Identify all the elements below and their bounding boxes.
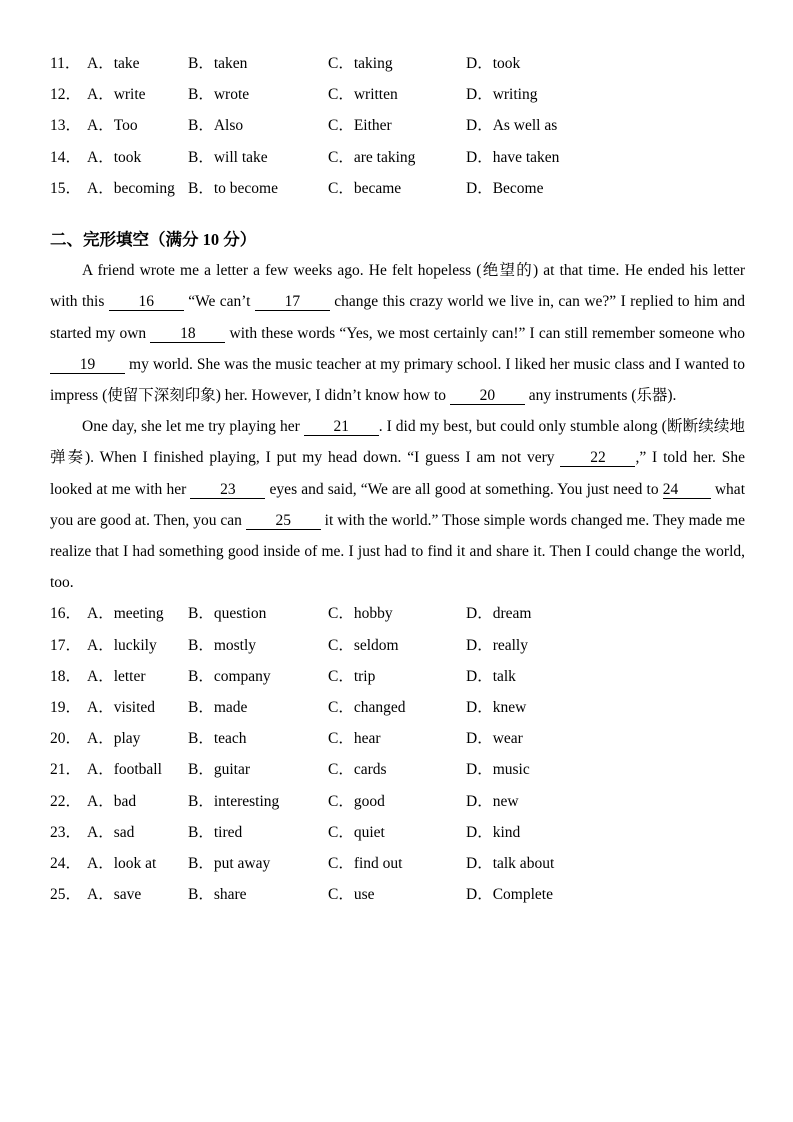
option-c: C．use: [328, 886, 375, 904]
passage-paragraph-2: [50, 411, 745, 598]
text-segment: One day, she let me try playing her: [82, 418, 304, 436]
option-c: C．written: [328, 86, 398, 104]
option-c: C．hobby: [328, 605, 393, 623]
option-d: D．Complete: [466, 886, 553, 904]
question-row-18: [50, 661, 745, 692]
option-d: D．knew: [466, 699, 527, 717]
blank-20: 20: [450, 387, 525, 405]
option-c: C．find out: [328, 855, 403, 873]
question-number: 14．: [50, 148, 82, 166]
option-a: A．sad: [87, 823, 135, 841]
question-number: 13．: [50, 117, 82, 135]
cloze-passage: [50, 255, 745, 598]
option-a: A．visited: [87, 699, 156, 717]
text-segment: my world. She was the music teacher at my primary school. I liked her music class and I wanted to impress (使留下深刻印象) her. However, I didn’t know how to: [50, 355, 745, 405]
question-row-12: [50, 79, 745, 110]
question-row-11: [50, 48, 745, 79]
option-d: D．new: [466, 792, 519, 810]
question-number: 17．: [50, 636, 82, 654]
option-c: C．became: [328, 179, 402, 197]
question-row-25: [50, 879, 745, 910]
question-row-23: [50, 817, 745, 848]
option-a: A．becoming: [87, 179, 175, 197]
text-segment: change this crazy world we live in, can we?” I replied to him and started my own: [50, 293, 745, 342]
mcq-questions-11-15: [50, 48, 745, 204]
option-a: A．luckily: [87, 636, 157, 654]
question-number: 11．: [50, 55, 81, 72]
option-b: B．tired: [188, 823, 243, 841]
question-row-20: [50, 723, 745, 754]
text-segment: “We can’t: [183, 293, 255, 311]
blank-18: 18: [150, 325, 225, 343]
question-row-22: [50, 786, 745, 817]
text-segment: what you are good at. Then, you can: [50, 480, 745, 529]
option-d: D．talk: [466, 667, 516, 685]
option-b: B．put away: [188, 855, 271, 873]
option-c: C．good: [328, 792, 385, 810]
text-segment: with these words “Yes, we most certainly can!” I can still remember someone who: [225, 324, 745, 342]
option-b: B．interesting: [188, 792, 280, 810]
blank-16: 16: [109, 293, 184, 311]
question-row-16: [50, 598, 745, 629]
option-b: B．to become: [188, 179, 278, 197]
blank-21: 21: [304, 418, 379, 436]
question-number: 24．: [50, 855, 82, 873]
text-segment: any instruments (乐器).: [524, 387, 677, 405]
option-c: C．are taking: [328, 148, 416, 166]
question-number: 21．: [50, 761, 82, 779]
option-c: C．hear: [328, 730, 381, 748]
question-row-17: [50, 630, 745, 661]
option-b: B．guitar: [188, 761, 250, 779]
option-c: C．quiet: [328, 823, 385, 841]
blank-19: 19: [50, 356, 125, 374]
text-segment: A friend wrote me a letter a few weeks ago. He felt hopeless (绝望的) at that time. He ended his letter with this: [50, 262, 745, 311]
passage-paragraph-1: [50, 255, 745, 411]
question-number: 20．: [50, 730, 82, 748]
option-a: A．Too: [87, 117, 138, 135]
option-a: A．football: [87, 761, 162, 779]
option-b: B．question: [188, 605, 267, 623]
question-row-21: [50, 754, 745, 785]
option-b: B．wrote: [188, 86, 250, 104]
option-d: D．kind: [466, 823, 521, 841]
option-a: A．write: [87, 86, 146, 104]
option-c: C．seldom: [328, 636, 399, 654]
option-d: D．have taken: [466, 148, 560, 166]
question-number: 25．: [50, 886, 82, 904]
question-row-19: [50, 692, 745, 723]
option-c: C．Either: [328, 117, 392, 135]
question-row-14: [50, 142, 745, 173]
blank-25: 25: [246, 512, 321, 530]
option-a: A．take: [87, 55, 140, 72]
option-c: C．trip: [328, 667, 376, 685]
option-b: B．company: [188, 667, 271, 685]
option-d: D．As well as: [466, 117, 558, 135]
option-b: B．Also: [188, 117, 244, 135]
option-d: D．music: [466, 761, 530, 779]
option-b: B．will take: [188, 148, 268, 166]
question-row-15: [50, 173, 745, 204]
text-segment: ,” I told her. She looked at me with her: [50, 449, 746, 498]
question-number: 23．: [50, 823, 82, 841]
option-d: D．writing: [466, 86, 538, 104]
option-d: D．wear: [466, 730, 523, 748]
option-a: A．save: [87, 886, 142, 904]
option-b: B．mostly: [188, 636, 257, 654]
option-d: D．really: [466, 636, 528, 654]
option-d: D．dream: [466, 605, 532, 623]
section-heading: 二、完形填空（满分 10 分）: [50, 230, 257, 250]
option-c: C．taking: [328, 55, 393, 72]
text-segment: it with the world.” Those simple words changed me. They made me realize that I had something good inside of me. I just had to find it and share it. Then I could change the world, too.: [50, 511, 746, 592]
blank-17: 17: [255, 293, 330, 311]
option-a: A．bad: [87, 792, 137, 810]
option-b: B．taken: [188, 55, 248, 72]
text-segment: eyes and said, “We are all good at something. You just need to: [265, 480, 663, 498]
option-d: D．talk about: [466, 855, 555, 873]
question-number: 19．: [50, 699, 82, 717]
question-row-13: [50, 110, 745, 141]
option-a: A．letter: [87, 667, 146, 685]
option-b: B．made: [188, 699, 248, 717]
option-a: A．meeting: [87, 605, 164, 623]
option-a: A．look at: [87, 855, 157, 873]
option-a: A．took: [87, 148, 142, 166]
question-row-24: [50, 848, 745, 879]
blank-24: 24: [663, 481, 711, 499]
option-c: C．cards: [328, 761, 387, 779]
option-b: B．teach: [188, 730, 247, 748]
option-c: C．changed: [328, 699, 406, 717]
question-number: 15．: [50, 179, 82, 197]
question-number: 22．: [50, 792, 82, 810]
blank-23: 23: [190, 481, 265, 499]
question-number: 18．: [50, 667, 82, 685]
option-a: A．play: [87, 730, 141, 748]
option-d: D．took: [466, 55, 521, 72]
option-d: D．Become: [466, 179, 544, 197]
question-number: 16．: [50, 605, 82, 623]
mcq-questions-16-25: [50, 598, 745, 910]
blank-22: 22: [560, 449, 635, 467]
text-segment: . I did my best, but could only stumble along (断断续续地弹奏). When I finished playing, I put my head down. “I guess I am not very: [50, 418, 745, 467]
option-b: B．share: [188, 886, 247, 904]
question-number: 12．: [50, 86, 82, 104]
